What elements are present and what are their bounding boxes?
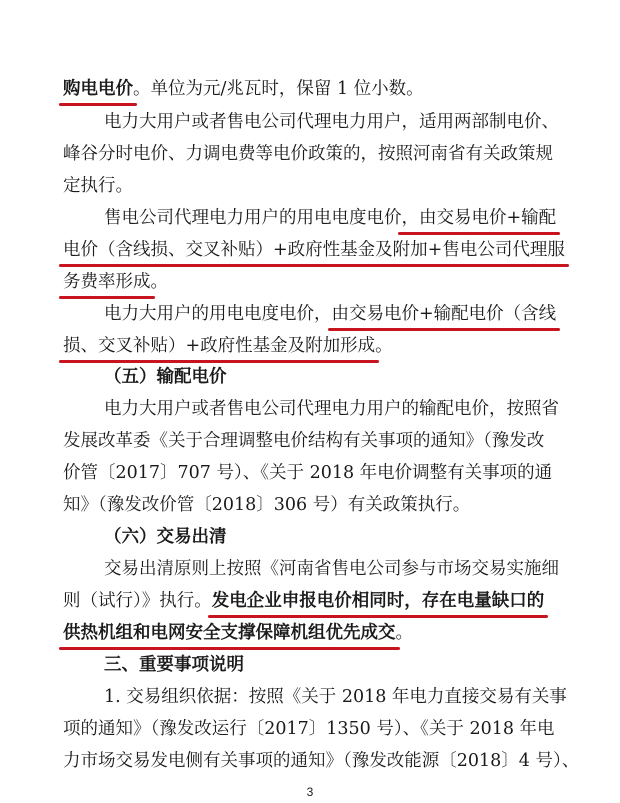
highlight-1: ，由交易电价+输配 [402, 205, 557, 231]
paragraph-4-line-2 [63, 333, 393, 359]
paragraph-7-line-2: 项的通知》（豫发改运行〔2017〕1350 号）、《关于 2018 年电 [63, 719, 555, 739]
highlight-4: 由交易电价+输配电价（含线 [332, 301, 557, 327]
highlight-5: 损、交叉补贴）+政府性基金及附加形成 [63, 333, 375, 359]
highlight-purchase-price: 购电电价 [63, 76, 133, 102]
text: 。单位为元/兆瓦时，保留 1 位小数。 [133, 79, 424, 99]
paragraph-7-line-3: 力市场交易发电侧有关事项的通知》（豫发改能源〔2018〕4 号）、 [63, 751, 580, 771]
highlight-6: 发电企业申报电价相同时，存在电量缺口的 [212, 588, 545, 614]
paragraph-1-line-1 [63, 76, 424, 102]
highlight-2: 电价（含线损、交叉补贴）+政府性基金及附加+售电公司代理服 [63, 237, 565, 263]
paragraph-6-line-2 [63, 588, 544, 614]
paragraph-5-line-1: 电力大用户或者售电公司代理电力用户的输配电价，按照省 [104, 399, 559, 419]
paragraph-6-line-3 [63, 620, 413, 646]
text: 则（试行）》执行。 [63, 591, 212, 611]
section-heading-6: （六）交易出清 [104, 527, 227, 547]
text: 电力大用户的用电电度电价， [104, 304, 332, 324]
paragraph-3-line-2 [63, 237, 565, 263]
text: 。 [150, 272, 168, 292]
paragraph-7-line-1: 1. 交易组织依据：按照《关于 2018 年电力直接交易有关事 [104, 687, 567, 707]
highlight-7: 供热机组和电网安全支撑保障机组优先成交 [63, 620, 396, 646]
paragraph-5-line-2: 发展改革委《关于合理调整电价结构有关事项的通知》（豫发改 [63, 431, 545, 451]
paragraph-4-line-1 [104, 301, 556, 327]
paragraph-3-line-1 [104, 205, 556, 231]
highlight-3: 务费率形成 [63, 269, 151, 295]
page-number: 3 [306, 785, 314, 799]
text: 售电公司代理电力用户的用电电度电价 [104, 208, 402, 228]
paragraph-2-line-1: 电力大用户或者售电公司代理电力用户，适用两部制电价、 [104, 112, 559, 132]
paragraph-3-line-3 [63, 269, 168, 295]
section-heading-3: 三、重要事项说明 [104, 655, 244, 675]
paragraph-5-line-3: 价管〔2017〕707 号）、《关于 2018 年电价调整有关事项的通 [63, 463, 553, 483]
paragraph-5-line-4: 知》（豫发改价管〔2018〕306 号）有关政策执行。 [63, 495, 471, 515]
paragraph-2-line-3: 定执行。 [63, 176, 133, 196]
section-heading-5: （五）输配电价 [104, 367, 227, 387]
paragraph-6-line-1: 交易出清原则上按照《河南省售电公司参与市场交易实施细 [104, 559, 559, 579]
paragraph-2-line-2: 峰谷分时电价、力调电费等电价政策的，按照河南省有关政策规 [63, 144, 553, 164]
text: 。 [395, 623, 413, 643]
text: 。 [375, 336, 393, 356]
